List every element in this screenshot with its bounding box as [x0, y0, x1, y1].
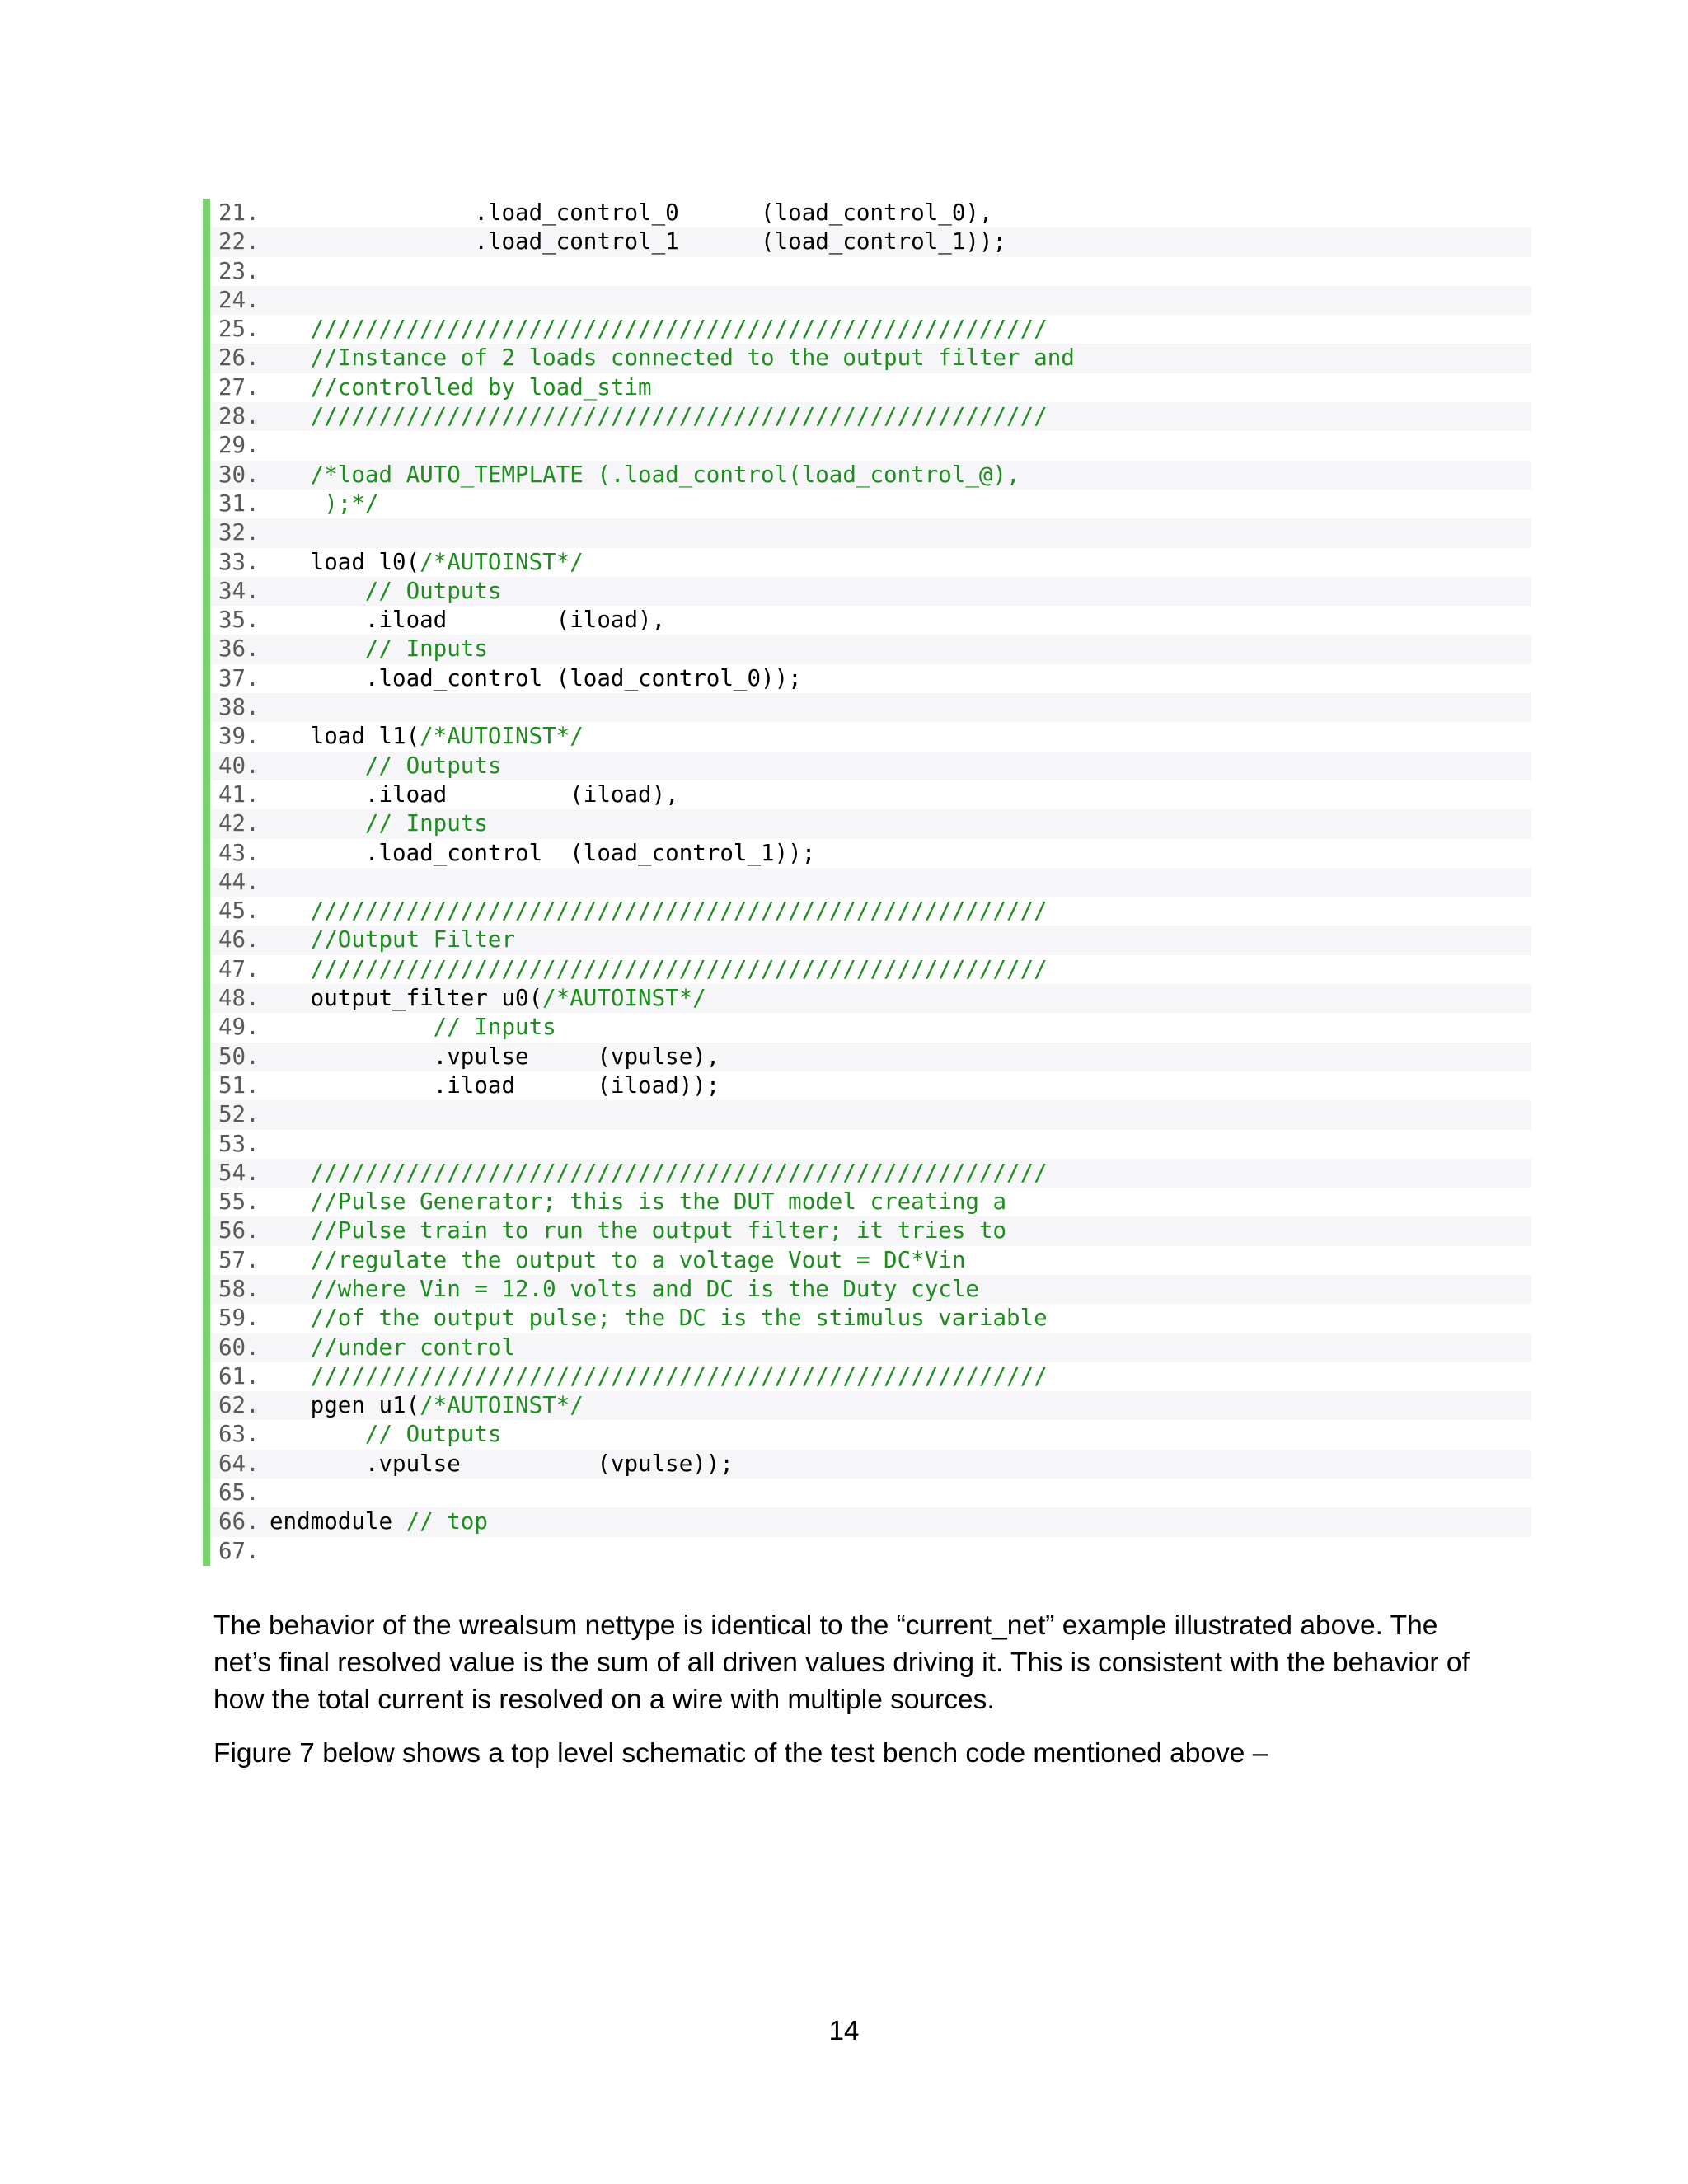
code-line — [210, 431, 1531, 460]
line-number: 40. — [218, 752, 260, 779]
code-line — [210, 286, 1531, 315]
code-comment: // Inputs — [270, 810, 488, 837]
line-number: 63. — [218, 1421, 260, 1448]
code-text: .load_control_0 (load_control_0), — [270, 199, 993, 226]
code-line — [210, 518, 1531, 547]
code-text: .iload (iload)); — [270, 1071, 720, 1099]
code-comment: //Output Filter — [270, 926, 516, 954]
code-line — [210, 1275, 1531, 1304]
code-line — [210, 1333, 1531, 1362]
code-line — [210, 1479, 1531, 1507]
code-line — [210, 548, 1531, 577]
line-number: 31. — [218, 490, 260, 517]
code-line — [210, 1450, 1531, 1479]
code-line — [210, 490, 1531, 518]
line-number: 67. — [218, 1537, 260, 1564]
code-line — [210, 1246, 1531, 1275]
code-text: .load_control (load_control_0)); — [270, 664, 802, 691]
code-line — [210, 955, 1531, 984]
code-line — [210, 780, 1531, 809]
line-number: 62. — [218, 1392, 260, 1419]
code-line — [210, 1043, 1531, 1071]
line-number: 57. — [218, 1246, 260, 1273]
line-number: 52. — [218, 1101, 260, 1128]
line-number: 43. — [218, 839, 260, 866]
code-comment: );*/ — [270, 490, 379, 517]
line-number: 28. — [218, 403, 260, 430]
line-number: 56. — [218, 1217, 260, 1244]
code-line — [210, 1100, 1531, 1129]
code-text: pgen u1( — [270, 1392, 420, 1419]
code-line — [210, 1304, 1531, 1333]
line-number: 41. — [218, 780, 260, 808]
code-text: .load_control (load_control_1)); — [270, 839, 816, 866]
code-comment: // Outputs — [270, 752, 502, 779]
line-number: 49. — [218, 1014, 260, 1041]
code-line — [210, 1537, 1531, 1566]
code-comment: //under control — [270, 1333, 516, 1361]
line-number: 36. — [218, 635, 260, 663]
line-number: 46. — [218, 926, 260, 954]
code-comment: //regulate the output to a voltage Vout = DC*Vin — [270, 1246, 966, 1273]
body-paragraph-wrealsum: The behavior of the wrealsum nettype is identical to the “current_net” example illustrated above. The net’s final resolved value is the sum of all driven values driving it. This is consistent with the behavior of how the total current is resolved on a wire with multiple sources. — [213, 1610, 1470, 1715]
code-line — [210, 373, 1531, 402]
line-number: 50. — [218, 1043, 260, 1070]
line-number: 54. — [218, 1159, 260, 1186]
code-line — [210, 752, 1531, 780]
code-line — [210, 1420, 1531, 1449]
line-number: 55. — [218, 1188, 260, 1216]
line-number: 22. — [218, 228, 260, 255]
code-text: .load_control_1 (load_control_1)); — [270, 228, 1007, 255]
code-line — [210, 664, 1531, 693]
code-line — [210, 897, 1531, 926]
code-line — [210, 839, 1531, 868]
line-number: 27. — [218, 373, 260, 401]
code-text: .vpulse (vpulse), — [270, 1043, 720, 1070]
code-line — [210, 1362, 1531, 1391]
code-text: load l1( — [270, 723, 420, 750]
line-number: 47. — [218, 955, 260, 982]
code-comment: //Instance of 2 loads connected to the output filter and — [270, 344, 1075, 372]
code-comment: //controlled by load_stim — [270, 373, 652, 401]
code-line — [210, 577, 1531, 606]
code-comment: //Pulse train to run the output filter; it tries to — [270, 1217, 1007, 1244]
line-number: 23. — [218, 257, 260, 284]
line-number: 65. — [218, 1479, 260, 1507]
page-number: 14 — [828, 2015, 860, 2046]
code-comment: ////////////////////////////////////////////////////// — [270, 1159, 1048, 1186]
code-comment: // Outputs — [270, 1421, 502, 1448]
line-number: 58. — [218, 1275, 260, 1302]
code-line — [210, 693, 1531, 722]
code-listing — [203, 199, 1531, 1566]
code-line — [210, 344, 1531, 373]
code-line — [210, 606, 1531, 635]
line-number: 37. — [218, 664, 260, 691]
body-paragraph-figure-intro: Figure 7 below shows a top level schematic of the test bench code mentioned above – — [213, 1738, 1268, 1769]
code-text: .vpulse (vpulse)); — [270, 1450, 734, 1477]
code-line — [210, 461, 1531, 490]
line-number: 61. — [218, 1362, 260, 1390]
code-comment: // Inputs — [270, 1014, 556, 1041]
line-number: 35. — [218, 607, 260, 634]
code-line — [210, 868, 1531, 897]
code-comment: //where Vin = 12.0 volts and DC is the Duty cycle — [270, 1275, 979, 1302]
code-line — [210, 635, 1531, 663]
code-line — [210, 315, 1531, 344]
code-text: endmodule — [270, 1508, 406, 1535]
line-number: 34. — [218, 577, 260, 604]
line-number: 51. — [218, 1071, 260, 1099]
line-number: 44. — [218, 868, 260, 895]
code-text: .iload (iload), — [270, 607, 666, 634]
line-number: 32. — [218, 519, 260, 546]
code-line — [210, 227, 1531, 256]
code-comment: /*AUTOINST*/ — [542, 985, 706, 1012]
line-number: 26. — [218, 344, 260, 372]
line-number: 66. — [218, 1508, 260, 1535]
line-number: 64. — [218, 1450, 260, 1477]
line-number: 39. — [218, 723, 260, 750]
code-line — [210, 199, 1531, 227]
line-number: 45. — [218, 898, 260, 925]
line-number: 42. — [218, 810, 260, 837]
code-line — [210, 1391, 1531, 1420]
code-line — [210, 1216, 1531, 1245]
code-comment: //of the output pulse; the DC is the stimulus variable — [270, 1305, 1048, 1332]
code-text: .iload (iload), — [270, 780, 679, 808]
code-text: output_filter u0( — [270, 985, 543, 1012]
line-number: 30. — [218, 461, 260, 488]
line-number: 24. — [218, 286, 260, 313]
code-comment: ////////////////////////////////////////////////////// — [270, 898, 1048, 925]
code-comment: /*AUTOINST*/ — [420, 1392, 584, 1419]
code-comment: /*load AUTO_TEMPLATE (.load_control(load_control_@), — [270, 461, 1020, 488]
code-comment: /*AUTOINST*/ — [420, 548, 584, 575]
code-comment: //Pulse Generator; this is the DUT model creating a — [270, 1188, 1007, 1216]
code-text: load l0( — [270, 548, 420, 575]
code-comment: /*AUTOINST*/ — [420, 723, 584, 750]
line-number: 53. — [218, 1130, 260, 1157]
code-line — [210, 402, 1531, 431]
code-line — [210, 1159, 1531, 1188]
line-number: 59. — [218, 1305, 260, 1332]
code-line — [210, 1507, 1531, 1536]
line-number: 48. — [218, 985, 260, 1012]
code-comment: ////////////////////////////////////////////////////// — [270, 955, 1048, 982]
code-comment: ////////////////////////////////////////////////////// — [270, 316, 1048, 343]
line-number: 33. — [218, 548, 260, 575]
code-line — [210, 926, 1531, 954]
code-comment: ////////////////////////////////////////////////////// — [270, 1362, 1048, 1390]
line-number: 38. — [218, 694, 260, 721]
code-comment: // Outputs — [270, 577, 502, 604]
line-number: 21. — [218, 199, 260, 226]
code-comment: // top — [406, 1508, 488, 1535]
code-comment: // Inputs — [270, 635, 488, 663]
line-number: 25. — [218, 316, 260, 343]
code-line — [210, 1130, 1531, 1159]
code-line — [210, 1188, 1531, 1216]
code-line — [210, 1071, 1531, 1100]
code-line — [210, 809, 1531, 838]
code-line — [210, 1013, 1531, 1042]
code-comment: ////////////////////////////////////////////////////// — [270, 403, 1048, 430]
line-number: 60. — [218, 1333, 260, 1361]
code-line — [210, 722, 1531, 751]
code-line — [210, 257, 1531, 286]
line-number: 29. — [218, 432, 260, 459]
code-line — [210, 984, 1531, 1013]
